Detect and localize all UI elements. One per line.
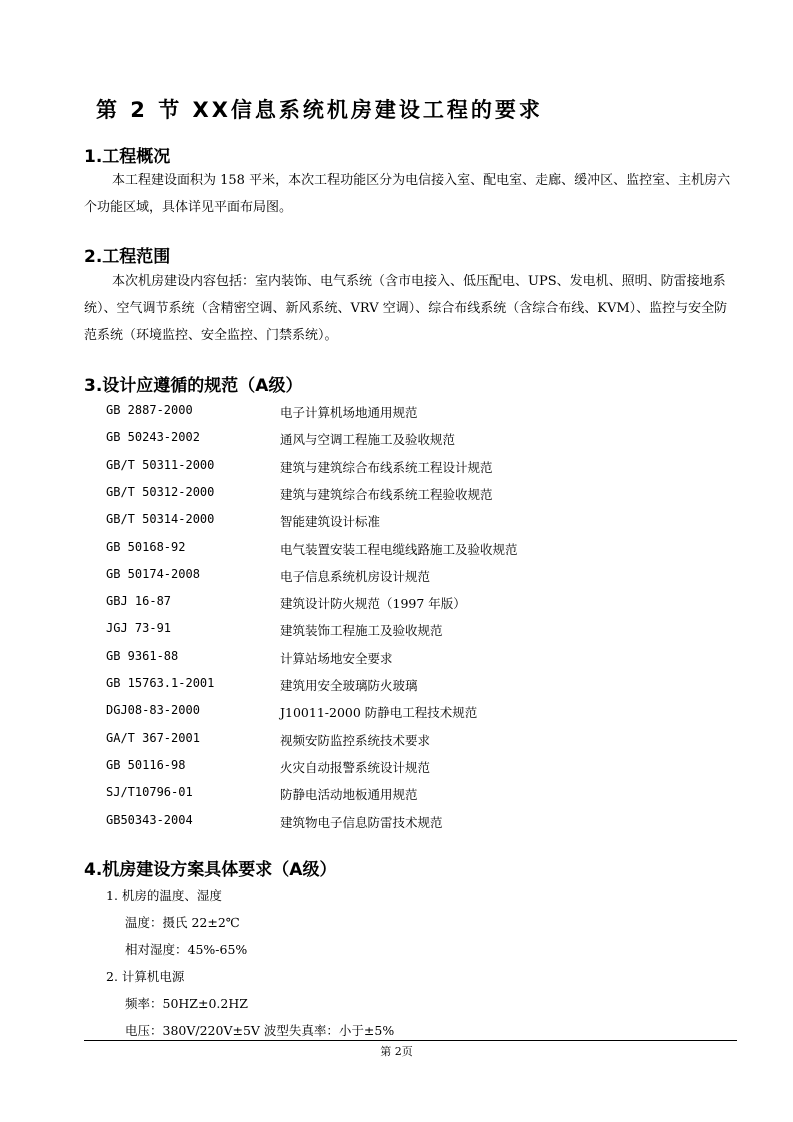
standard-code: GB50343-2004	[106, 812, 193, 827]
page-number: 第 2页	[380, 1045, 413, 1058]
standard-code: GB 50168-92	[106, 539, 186, 554]
section-heading-4: 4.机房建设方案具体要求（A级）	[84, 860, 337, 880]
requirement-voltage: 电压：380V/220V±5V 波型失真率：小于±5%	[125, 1023, 395, 1038]
standard-code: GB 2887-2000	[106, 403, 193, 417]
standard-name: 建筑与建筑综合布线系统工程设计规范	[280, 459, 493, 475]
requirement-frequency: 频率：50HZ±0.2HZ	[125, 996, 248, 1011]
standard-code: GB/T 50314-2000	[106, 512, 215, 527]
section-heading-1: 1.工程概况	[84, 147, 171, 167]
standard-name: 建筑用安全玻璃防火玻璃	[280, 678, 418, 693]
standard-name: 建筑物电子信息防雷技术规范	[280, 814, 443, 830]
requirement-temperature: 温度：摄氏 22±2℃	[125, 915, 240, 930]
standard-code: GB/T 50312-2000	[106, 484, 215, 499]
section-heading-2: 2.工程范围	[84, 247, 171, 267]
standard-name: 建筑与建筑综合布线系统工程验收规范	[280, 486, 493, 502]
standard-name: 电子计算机场地通用规范	[280, 405, 418, 420]
page-title: 第 2 节 XX信息系统机房建设工程的要求	[96, 98, 543, 122]
standard-name: J10011-2000 防静电工程技术规范	[280, 705, 478, 721]
standard-code: GB 50174-2008	[106, 566, 200, 581]
standard-code: GBJ 16-87	[106, 594, 172, 609]
footer-divider	[84, 1040, 737, 1041]
standard-code: SJ/T10796-01	[106, 785, 193, 800]
standard-name: 视频安防监控系统技术要求	[280, 732, 431, 748]
section-paragraph-2	[84, 268, 740, 349]
standard-name: 智能建筑设计标准	[280, 514, 381, 530]
standard-name: 计算站场地安全要求	[280, 650, 393, 666]
standard-code: GB 50116-98	[106, 757, 186, 772]
standard-code: GB/T 50311-2000	[106, 457, 215, 472]
standard-code: GB 15763.1-2001	[106, 676, 215, 690]
standard-code: GA/T 367-2001	[106, 730, 200, 745]
standard-name: 防静电活动地板通用规范	[280, 787, 418, 803]
paragraph-text: 本工程建设面积为 158 平米，本次工程功能区分为电信接入室、配电室、走廊、缓冲区、监控室、主机房六个功能区域，具体详见平面布局图。	[84, 173, 731, 215]
requirement-item-2: 2. 计算机电源	[106, 969, 185, 984]
requirement-item-1: 1. 机房的温度、湿度	[106, 888, 222, 903]
standard-name: 火灾自动报警系统设计规范	[280, 759, 431, 775]
standard-code: GB 9361-88	[106, 648, 179, 663]
standard-name: 通风与空调工程施工及验收规范	[280, 432, 456, 448]
standard-name: 电子信息系统机房设计规范	[280, 568, 431, 584]
standard-code: DGJ08-83-2000	[106, 703, 200, 718]
section-heading-3: 3.设计应遵循的规范（A级）	[84, 376, 303, 396]
paragraph-text: 本次机房建设内容包括：室内装饰、电气系统（含市电接入、低压配电、UPS、发电机、照明、防雷接地系统）、空气调节系统（含精密空调、新风系统、VRV 空调）、综合布线系统（含综合布线、KVM）、监控与安全防范系统（环境监控、安全监控、门禁系统）。	[84, 274, 728, 343]
standard-name: 建筑设计防火规范（1997 年版）	[280, 596, 466, 612]
standard-code: GB 50243-2002	[106, 430, 200, 445]
standard-code: JGJ 73-91	[106, 621, 172, 636]
requirement-humidity: 相对湿度：45%-65%	[125, 942, 248, 957]
standard-name: 建筑装饰工程施工及验收规范	[280, 623, 443, 639]
section-paragraph-1	[84, 167, 740, 221]
standard-name: 电气装置安装工程电缆线路施工及验收规范	[280, 541, 518, 557]
